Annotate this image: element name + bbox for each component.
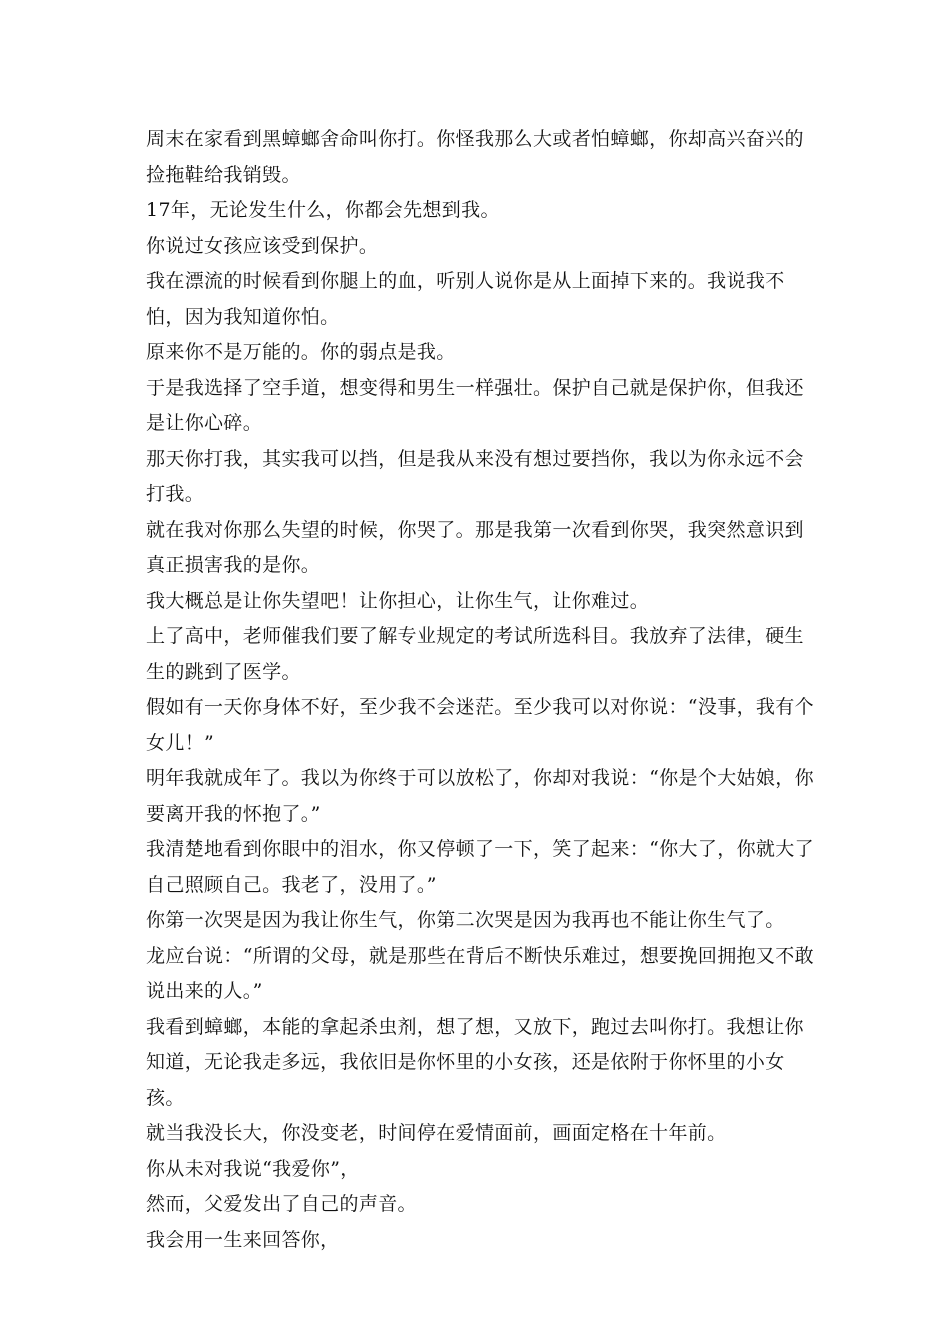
paragraph-6: 于是我选择了空手道，想变得和男生一样强壮。保护自己就是保护你，但我还是让你心碎。	[146, 376, 804, 434]
paragraph-20: 我会用一生来回答你，	[146, 1228, 340, 1251]
paragraph-14: 你第一次哭是因为我让你生气，你第二次哭是因为我再也不能让你生气了。	[146, 909, 785, 931]
paragraph-4: 我在漂流的时候看到你腿上的血，听别人说你是从上面掉下来的。我说我不怕，因为我知道你怕。	[146, 270, 785, 328]
paragraph-18: 你从未对我说“我爱你”，	[146, 1157, 360, 1180]
paragraph-16: 我看到蟑螂，本能的拿起杀虫剂，想了想，又放下，跑过去叫你打。我想让你知道，无论我走多远，我依旧是你怀里的小女孩，还是依附于你怀里的小女孩。	[146, 1015, 804, 1109]
paragraph-12: 明年我就成年了。我以为你终于可以放松了，你却对我说：“你是个大姑娘，你要离开我的怀抱了。”	[146, 767, 814, 825]
paragraph-7: 那天你打我，其实我可以挡，但是我从来没有想过要挡你，我以为你永远不会打我。	[146, 447, 804, 505]
paragraph-3: 你说过女孩应该受到保护。	[146, 234, 379, 257]
paragraph-2: 17年，无论发生什么，你都会先想到我。	[146, 199, 500, 221]
paragraph-8: 就在我对你那么失望的时候，你哭了。那是我第一次看到你哭，我突然意识到真正损害我的是你。	[146, 518, 804, 576]
paragraph-17: 就当我没长大，你没变老，时间停在爱情面前，画面定格在十年前。	[146, 1122, 727, 1144]
paragraph-11: 假如有一天你身体不好，至少我不会迷茫。至少我可以对你说：“没事，我有个女儿！”	[146, 696, 814, 754]
paragraph-9: 我大概总是让你失望吧！让你担心，让你生气，让你难过。	[146, 589, 650, 612]
paragraph-15: 龙应台说：“所谓的父母，就是那些在背后不断快乐难过，想要挽回拥抱又不敢说出来的人。”	[146, 944, 814, 1002]
paragraph-19: 然而，父爱发出了自己的声音。	[146, 1193, 417, 1215]
paragraph-1: 周末在家看到黑蟑螂舍命叫你打。你怪我那么大或者怕蟑螂，你却高兴奋兴的捡拖鞋给我销毁。	[146, 128, 804, 186]
document-body	[146, 122, 816, 1258]
paragraph-13: 我清楚地看到你眼中的泪水，你又停顿了一下，笑了起来：“你大了，你就大了自己照顾自己。我老了，没用了。”	[146, 838, 814, 896]
paragraph-5: 原来你不是万能的。你的弱点是我。	[146, 341, 456, 363]
paragraph-10: 上了高中，老师催我们要了解专业规定的考试所选科目。我放弃了法律，硬生生的跳到了医学。	[146, 625, 804, 683]
